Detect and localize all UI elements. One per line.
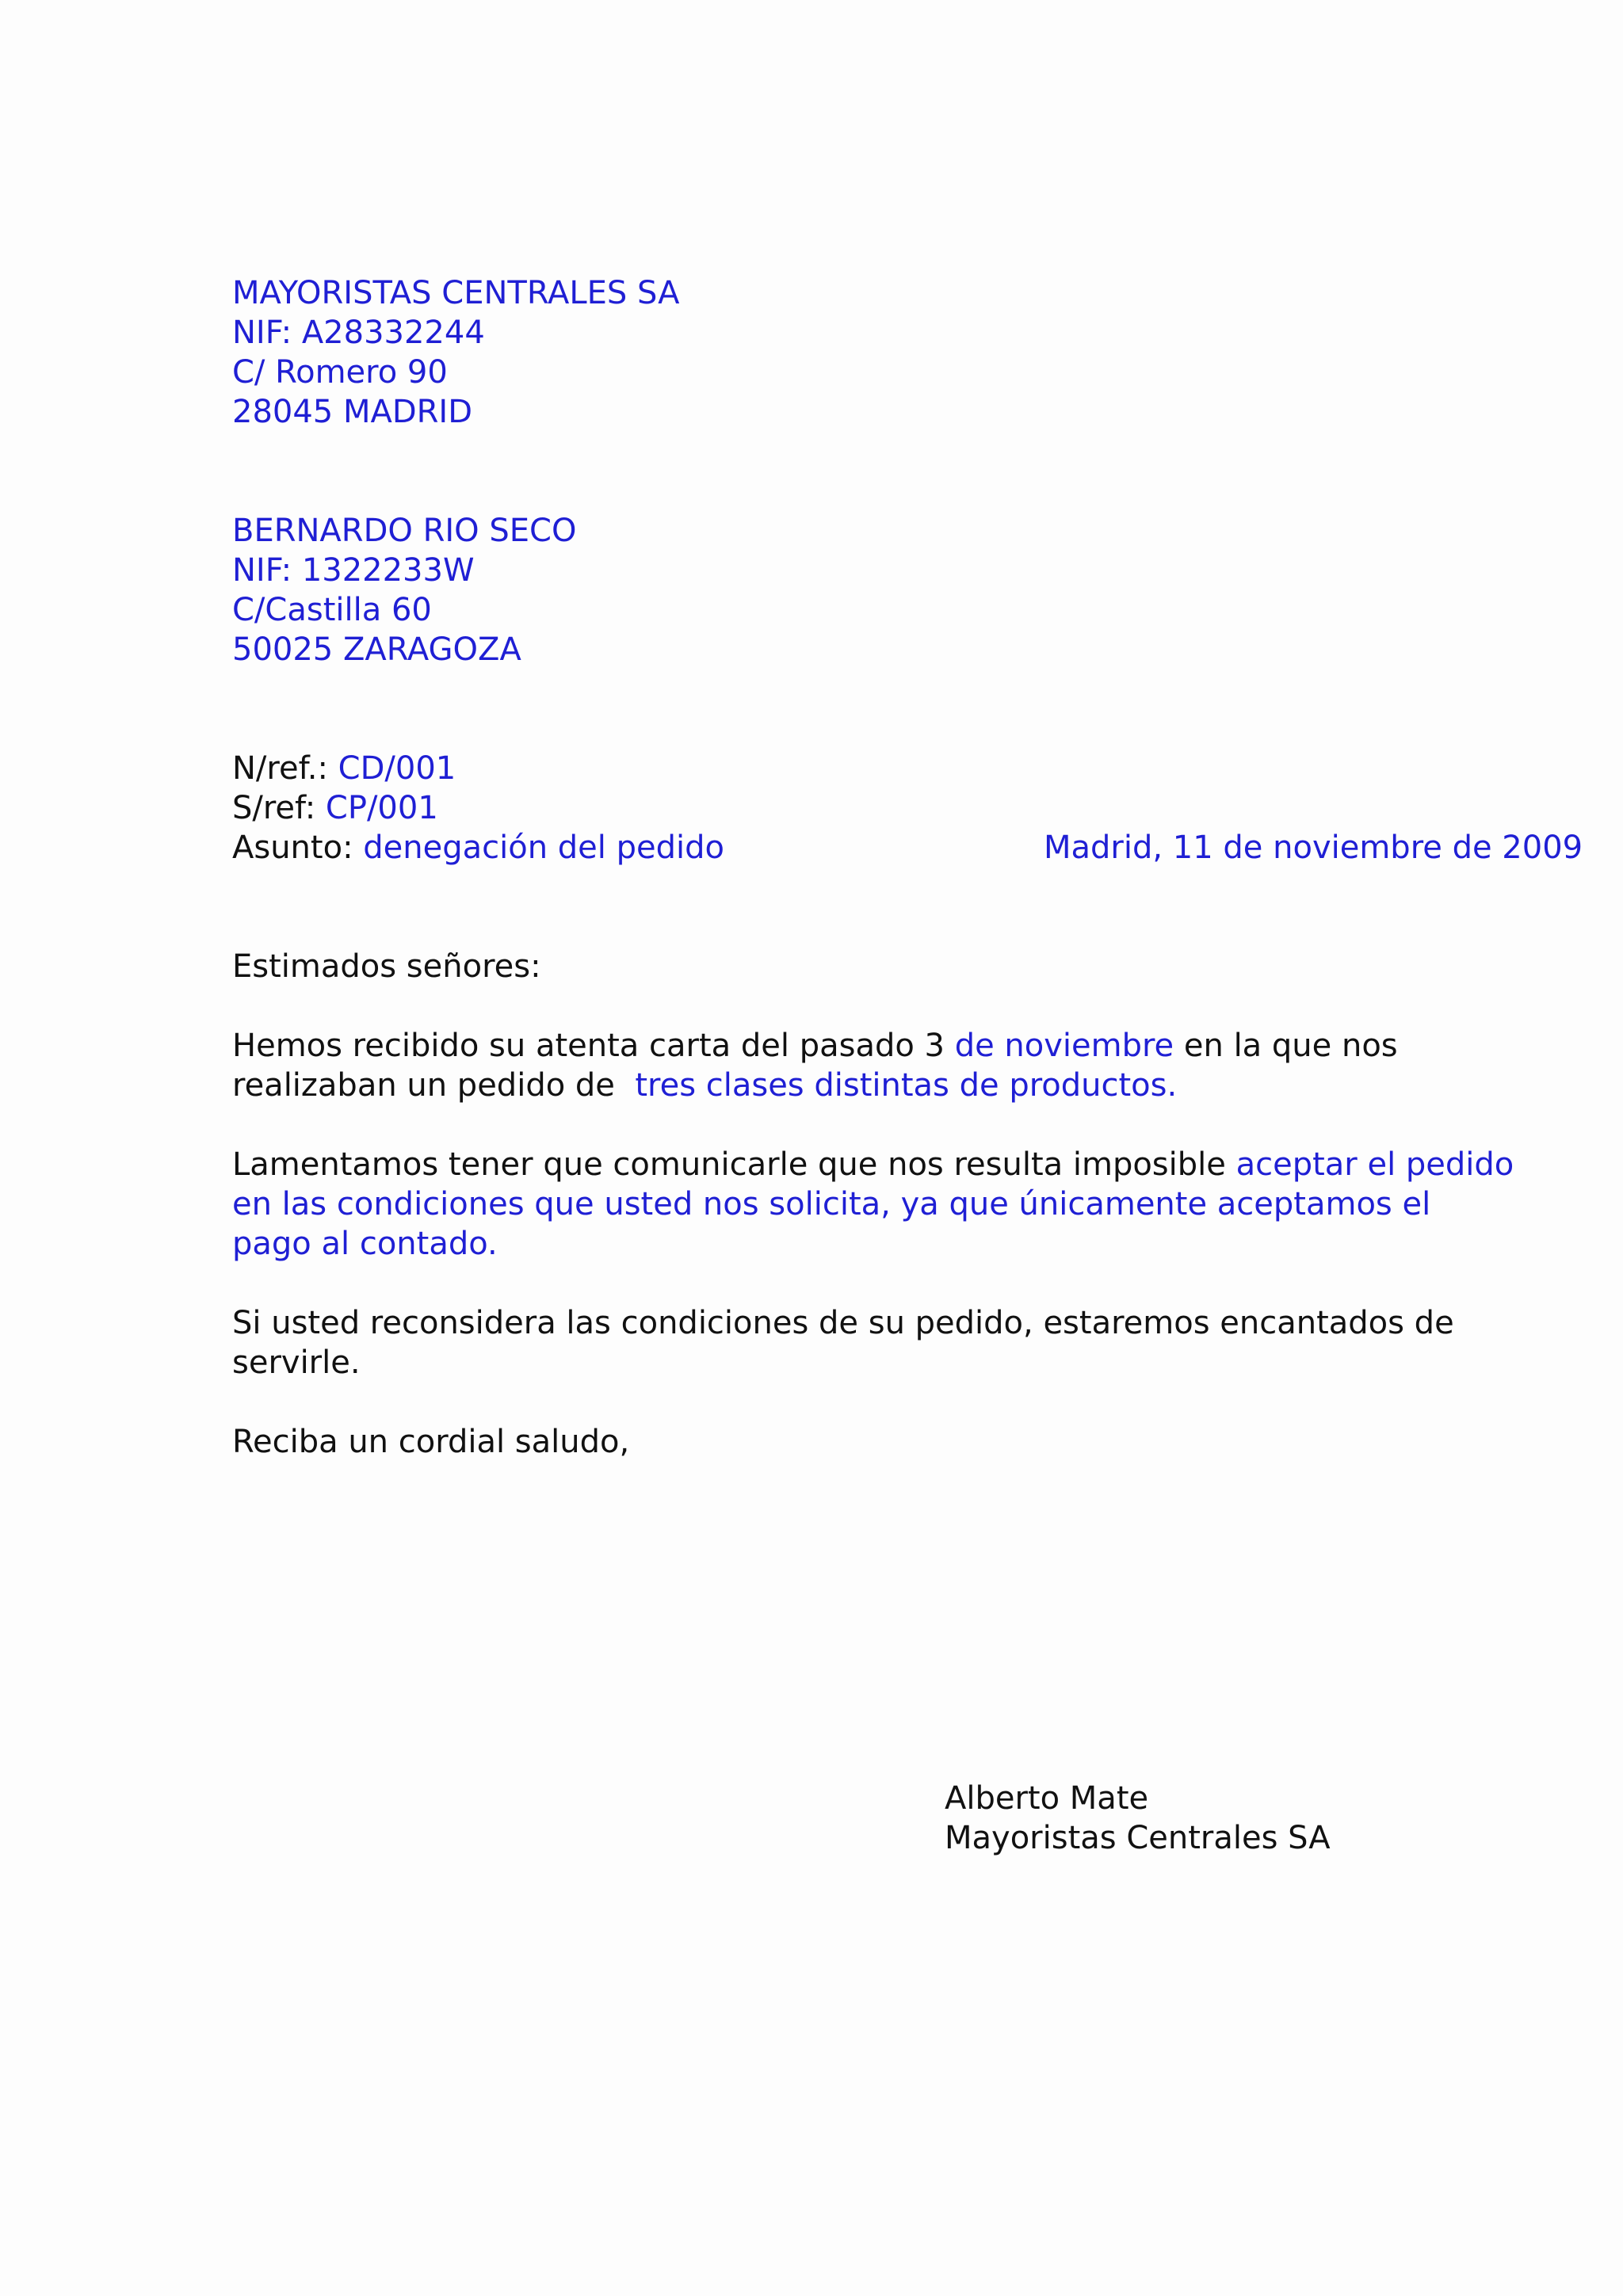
paragraph-3 [232,1303,1454,1383]
paragraph-3-line-2: servirle. [232,1344,361,1381]
paragraph-2 [232,1145,1514,1264]
signature-name: Alberto Mate [945,1780,1149,1817]
closing [232,1422,629,1462]
paragraph-1-month: de noviembre [954,1028,1174,1064]
sender-city: 28045 MADRID [232,394,473,430]
signature-company: Mayoristas Centrales SA [945,1820,1331,1856]
recipient-address [232,511,576,669]
paragraph-1-line-1 [232,1026,1398,1066]
sender-street: C/ Romero 90 [232,354,448,391]
signature-block [945,1779,1331,1858]
your-reference [232,788,1342,828]
subject-label: Asunto: [232,830,364,866]
paragraph-1-products: tres clases distintas de productos. [635,1067,1178,1104]
our-reference-value: CD/001 [338,750,456,787]
recipient-name: BERNARDO RIO SECO [232,513,577,549]
salutation-text: Estimados señores: [232,948,541,985]
reference-block [232,749,1583,868]
paragraph-2-highlight: aceptar el pedido [1235,1146,1514,1183]
closing-text: Reciba un cordial saludo, [232,1424,630,1460]
paragraph-1-line-2 [232,1066,1398,1105]
sender-nif: NIF: A28332244 [232,315,485,351]
our-reference [232,749,1342,788]
paragraph-2-text-a: Lamentamos tener que comunicarle que nos resulta imposible [232,1146,1236,1183]
our-reference-label: N/ref.: [232,750,338,787]
paragraph-3-line-1: Si usted reconsidera las condiciones de su pedido, estaremos encantados de [232,1305,1454,1341]
salutation [232,947,541,986]
recipient-street: C/Castilla 60 [232,592,432,628]
paragraph-1-text-c: en la que nos [1174,1028,1398,1064]
letter-date: Madrid, 11 de noviembre de 2009 [1044,830,1583,866]
your-reference-value: CP/001 [325,790,438,826]
sender-address [232,273,680,432]
paragraph-2-line-3: pago al contado. [232,1226,498,1262]
recipient-city: 50025 ZARAGOZA [232,631,521,668]
paragraph-2-line-1 [232,1145,1514,1184]
sender-name: MAYORISTAS CENTRALES SA [232,275,680,311]
your-reference-label: S/ref: [232,790,326,826]
paragraph-1-text-d: realizaban un pedido de [232,1067,636,1104]
paragraph-2-line-2: en las condiciones que usted nos solicita, ya que únicamente aceptamos el [232,1186,1431,1222]
paragraph-1-text-a: Hemos recibido su atenta carta del pasado 3 [232,1028,955,1064]
subject-value: denegación del pedido [363,830,724,866]
recipient-nif: NIF: 1322233W [232,552,475,589]
paragraph-1 [232,1026,1398,1105]
